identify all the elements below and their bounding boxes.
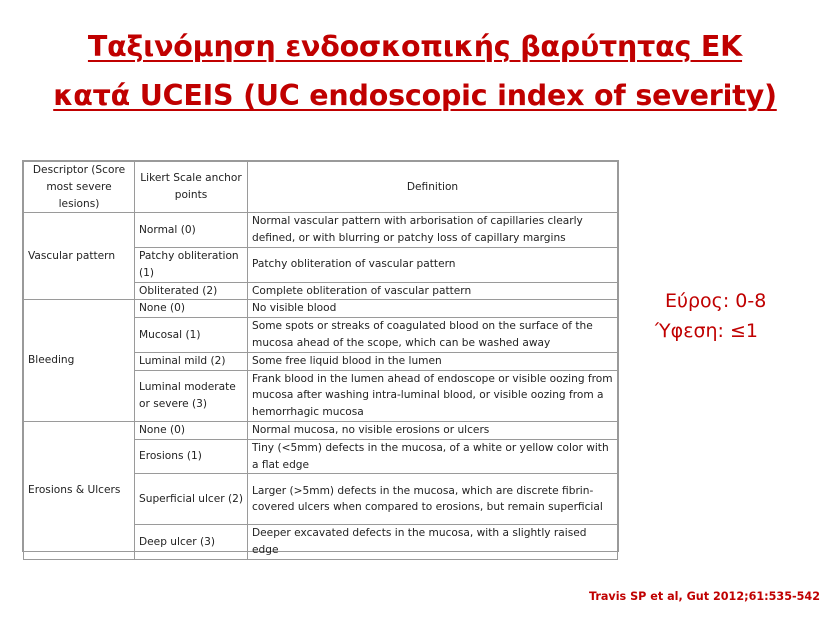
title-line-1: Ταξινόμηση ενδοσκοπικής βαρύτητας ΕΚ [87, 30, 743, 63]
descriptor-cell: Vascular pattern [24, 213, 135, 300]
score-summary [630, 286, 830, 346]
anchor-cell: None (0) [135, 300, 248, 318]
uceis-table [23, 161, 618, 560]
uceis-table-container [22, 160, 619, 557]
anchor-cell: Deep ulcer (3) [135, 525, 248, 560]
anchor-cell: Obliterated (2) [135, 282, 248, 300]
table-row [24, 213, 618, 248]
anchor-cell: Mucosal (1) [135, 318, 248, 353]
definition-cell: No visible blood [248, 300, 618, 318]
anchor-cell: Normal (0) [135, 213, 248, 248]
definition-cell: Normal mucosa, no visible erosions or ulcers [248, 421, 618, 439]
anchor-cell: Patchy obliteration (1) [135, 247, 248, 282]
title-line-2: κατά UCEIS (UC endoscopic index of severity) [53, 79, 777, 112]
descriptor-cell: Erosions & Ulcers [24, 421, 135, 559]
anchor-cell: Erosions (1) [135, 439, 248, 474]
anchor-cell: Luminal mild (2) [135, 352, 248, 370]
remission-text: Ύφεση: ≤1 [655, 320, 759, 342]
slide-title [0, 22, 830, 120]
definition-cell: Tiny (<5mm) defects in the mucosa, of a white or yellow color with a flat edge [248, 439, 618, 474]
definition-cell: Patchy obliteration of vascular pattern [248, 247, 618, 282]
anchor-cell: None (0) [135, 421, 248, 439]
descriptor-cell: Bleeding [24, 300, 135, 422]
definition-cell: Some spots or streaks of coagulated blood on the surface of the mucosa ahead of the scope, which can be washed away [248, 318, 618, 353]
header-definition: Definition [248, 162, 618, 213]
table-row [24, 300, 618, 318]
header-likert: Likert Scale anchor points [135, 162, 248, 213]
definition-cell: Larger (>5mm) defects in the mucosa, which are discrete fibrin-covered ulcers when compared to erosions, but remain superficial [248, 474, 618, 525]
definition-cell: Frank blood in the lumen ahead of endoscope or visible oozing from mucosa after washing intra-luminal blood, or visible oozing from a hemorrhagic mucosa [248, 370, 618, 421]
definition-cell: Deeper excavated defects in the mucosa, with a slightly raised edge [248, 525, 618, 560]
definition-cell: Normal vascular pattern with arborisation of capillaries clearly defined, or with blurring or patchy loss of capillary margins [248, 213, 618, 248]
anchor-cell: Luminal moderate or severe (3) [135, 370, 248, 421]
definition-cell: Some free liquid blood in the lumen [248, 352, 618, 370]
header-descriptor: Descriptor (Score most severe lesions) [24, 162, 135, 213]
table-row [24, 421, 618, 439]
definition-cell: Complete obliteration of vascular pattern [248, 282, 618, 300]
anchor-cell: Superficial ulcer (2) [135, 474, 248, 525]
citation: Travis SP et al, Gut 2012;61:535-542 [588, 590, 820, 603]
range-text: Εύρος: 0-8 [665, 290, 767, 312]
